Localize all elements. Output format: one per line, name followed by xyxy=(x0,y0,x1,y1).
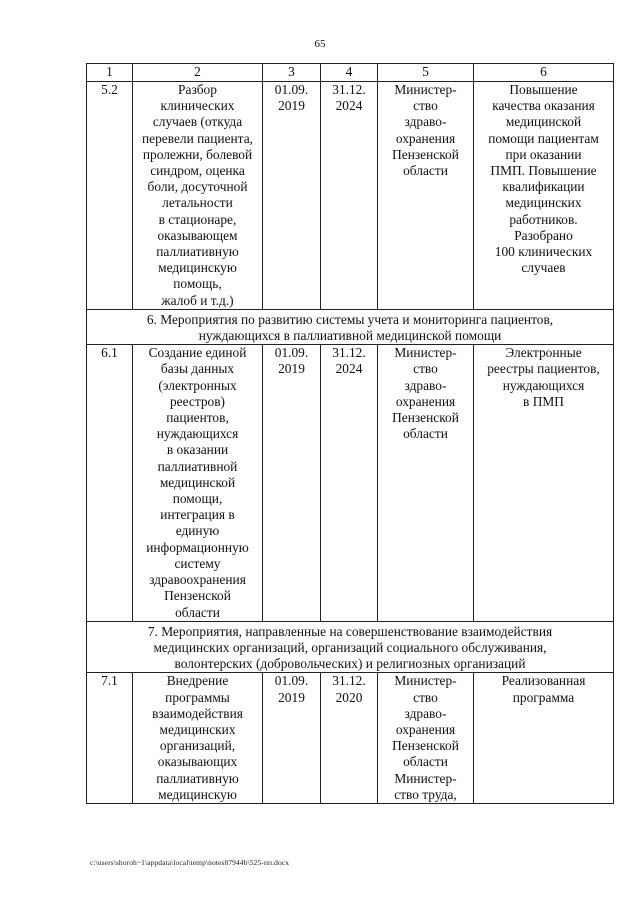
cell-line: медицинской xyxy=(159,474,236,490)
cell-line: Электронные xyxy=(505,345,582,361)
cell-line: Пензенской xyxy=(392,146,459,162)
cell-line: Министер- xyxy=(394,345,457,361)
footer-file-path: c:\users\shoroh~1\appdata\local\temp\notes87944b\525-пп.docx xyxy=(90,858,290,867)
cell-line: Пензенской xyxy=(392,738,459,754)
activity-cell xyxy=(133,82,263,310)
cell-line: Пензенской xyxy=(392,410,459,426)
cell-line: области xyxy=(175,604,220,620)
row-number-cell: 6.1 xyxy=(87,345,133,621)
row-number-cell: 7.1 xyxy=(87,673,133,804)
cell-line: оказывающем xyxy=(157,227,238,243)
cell-line: в стационаре, xyxy=(158,211,237,227)
header-cell: 1 xyxy=(87,64,133,82)
header-cell: 4 xyxy=(321,64,378,82)
cell-line: 31.12. xyxy=(332,82,366,97)
cell-line: Разобрано xyxy=(514,227,573,243)
cell-line: программы xyxy=(165,689,230,705)
cell-line: Внедрение xyxy=(166,673,229,689)
activity-cell xyxy=(133,345,263,621)
cell-line: в оказании xyxy=(166,442,229,458)
end-date-cell xyxy=(321,345,378,621)
cell-line: 01.09. xyxy=(274,82,309,97)
cell-line: здраво- xyxy=(404,705,447,721)
table-header-row xyxy=(87,64,614,82)
cell-line: Разбор xyxy=(178,82,217,97)
cell-line: базы данных xyxy=(160,361,235,377)
section-heading-line: медицинских организаций, организаций социального обслуживания, xyxy=(153,639,547,655)
cell-line: 01.09. xyxy=(274,673,309,689)
section-heading-row xyxy=(87,621,614,673)
cell-line: перевели пациента, xyxy=(142,130,253,146)
cell-line: 100 клинических xyxy=(494,244,593,260)
cell-line: при оказании xyxy=(505,146,582,162)
cell-line: ство труда, xyxy=(394,786,457,802)
start-date-cell xyxy=(263,82,321,310)
cell-line: 01.09. xyxy=(274,345,309,361)
cell-line: ПМП. Повышение xyxy=(490,163,597,179)
cell-line: медицинских xyxy=(505,195,582,211)
cell-line: случаев xyxy=(521,260,566,276)
header-cell: 5 xyxy=(378,64,474,82)
result-cell xyxy=(474,82,614,310)
cell-line: паллиативную xyxy=(156,244,239,260)
cell-line: помощи пациентам xyxy=(488,130,599,146)
cell-line: здраво- xyxy=(404,377,447,393)
cell-line: Повышение xyxy=(509,82,578,97)
cell-line: медицинскую xyxy=(158,260,237,276)
start-date-cell xyxy=(263,673,321,804)
section-heading-line: 7. Мероприятия, направленные на совершенствование взаимодействия xyxy=(147,623,553,639)
cell-line: ство xyxy=(413,98,438,114)
cell-line: охранения xyxy=(395,721,456,737)
cell-line: программа xyxy=(512,689,575,705)
section-heading-line: 6. Мероприятия по развитию системы учета и мониторинга пациентов, xyxy=(146,311,554,327)
result-cell xyxy=(474,673,614,804)
cell-line: единую xyxy=(175,523,220,539)
cell-line: области xyxy=(403,163,448,179)
measures-table xyxy=(86,63,614,804)
cell-line: в ПМП xyxy=(523,393,564,409)
cell-line: медицинской xyxy=(505,114,582,130)
cell-line: медицинскую xyxy=(158,786,237,802)
cell-line: Министер- xyxy=(394,673,457,689)
cell-line: случаев (откуда xyxy=(152,114,243,130)
cell-line: области xyxy=(403,754,448,770)
start-date-cell xyxy=(263,345,321,621)
cell-line: летальности xyxy=(162,195,233,211)
header-cell: 3 xyxy=(263,64,321,82)
cell-line: квалификации xyxy=(502,179,585,195)
cell-line: систему xyxy=(174,555,221,571)
cell-line: нуждающихся xyxy=(502,377,585,393)
cell-line: организаций, xyxy=(159,738,236,754)
section-heading xyxy=(87,621,614,673)
page-number: 65 xyxy=(314,38,326,50)
cell-line: охранения xyxy=(395,393,456,409)
executor-cell xyxy=(378,82,474,310)
row-number-cell: 5.2 xyxy=(87,82,133,310)
cell-line: здраво- xyxy=(404,114,447,130)
executor-cell xyxy=(378,345,474,621)
table-body xyxy=(87,82,614,804)
cell-line: (электронных xyxy=(158,377,237,393)
cell-line: паллиативную xyxy=(156,770,239,786)
cell-line: Реализованная xyxy=(501,673,586,689)
cell-line: оказывающих xyxy=(157,754,238,770)
cell-line: Министер- xyxy=(394,82,457,97)
cell-line: ство xyxy=(413,361,438,377)
cell-line: боли, досуточной xyxy=(147,179,248,195)
cell-line: медицинских xyxy=(159,721,236,737)
cell-line: пациентов, xyxy=(166,410,229,426)
cell-line: пролежни, болевой xyxy=(142,146,253,162)
section-heading-row xyxy=(87,309,614,344)
cell-line: области xyxy=(403,426,448,442)
cell-line: информационную xyxy=(146,539,249,555)
cell-line: интеграция в xyxy=(160,507,235,523)
cell-line: реестров) xyxy=(169,393,226,409)
cell-line: синдром, оценка xyxy=(150,163,245,179)
result-cell xyxy=(474,345,614,621)
cell-line: паллиативной xyxy=(157,458,238,474)
cell-line: Пензенской xyxy=(164,588,231,604)
cell-line: работников. xyxy=(509,211,578,227)
cell-line: 2024 xyxy=(335,361,363,377)
cell-line: помощь, xyxy=(173,276,222,292)
table-row xyxy=(87,673,614,804)
header-cell: 6 xyxy=(474,64,614,82)
cell-line: 2019 xyxy=(278,361,305,377)
end-date-cell xyxy=(321,82,378,310)
cell-line: жалоб и т.д.) xyxy=(161,292,234,308)
cell-line: 31.12. xyxy=(332,673,366,689)
cell-line: 2019 xyxy=(278,98,305,114)
cell-line: 2024 xyxy=(335,98,363,114)
cell-line: Создание единой xyxy=(148,345,247,361)
table-row xyxy=(87,82,614,310)
cell-line: взаимодействия xyxy=(152,705,243,721)
section-heading-line: волонтерских (добровольческих) и религиозных организаций xyxy=(174,656,526,672)
cell-line: реестры пациентов, xyxy=(487,361,600,377)
activity-cell xyxy=(133,673,263,804)
cell-line: охранения xyxy=(395,130,456,146)
section-heading-line: нуждающихся в паллиативной медицинской помощи xyxy=(198,328,502,344)
cell-line: качества оказания xyxy=(492,98,595,114)
cell-line: Министер- xyxy=(394,770,457,786)
section-heading xyxy=(87,309,614,344)
cell-line: 31.12. xyxy=(332,345,366,361)
cell-line: нуждающихся xyxy=(156,426,239,442)
cell-line: помощи, xyxy=(172,491,223,507)
cell-line: 2020 xyxy=(335,689,363,705)
cell-line: ство xyxy=(413,689,438,705)
executor-cell xyxy=(378,673,474,804)
cell-line: клинических xyxy=(160,98,235,114)
cell-line: здравоохранения xyxy=(149,572,246,588)
cell-line: 2019 xyxy=(278,689,305,705)
end-date-cell xyxy=(321,673,378,804)
header-cell: 2 xyxy=(133,64,263,82)
table-row xyxy=(87,345,614,621)
